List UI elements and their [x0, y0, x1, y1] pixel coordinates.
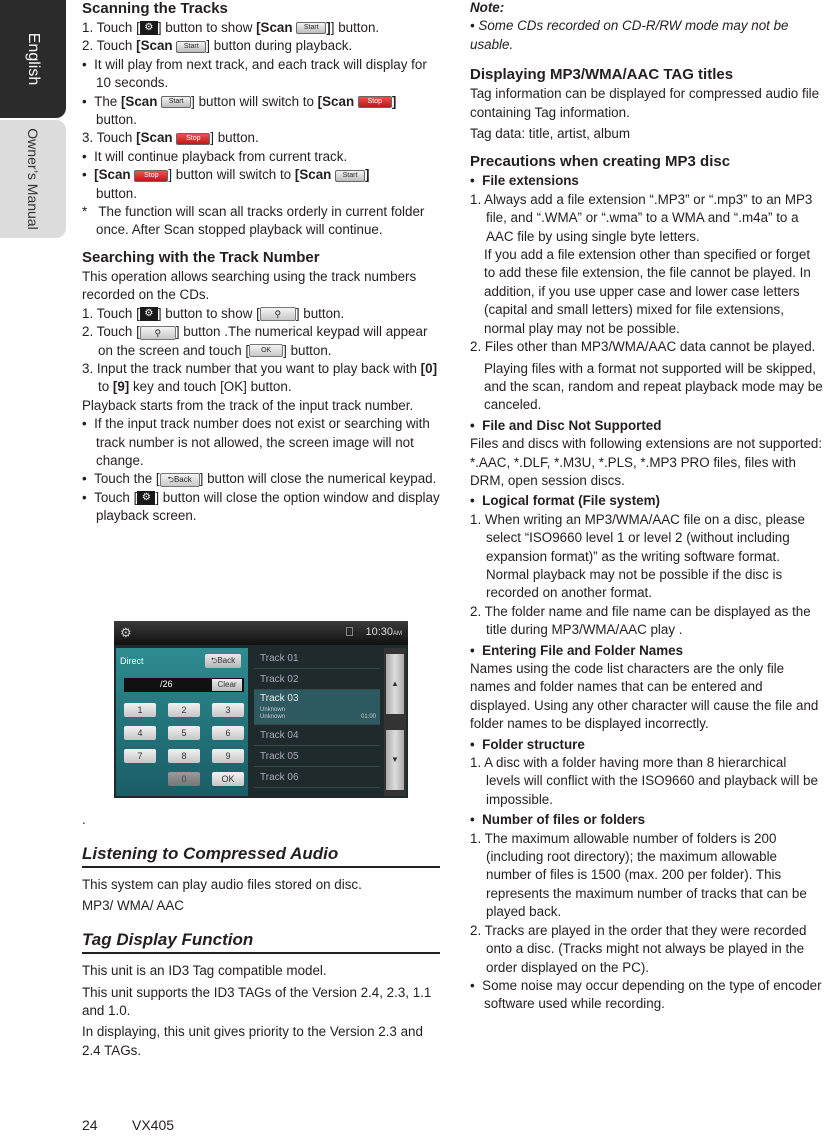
- key-4[interactable]: 4: [124, 726, 156, 740]
- folder-structure-item-1: 1. A disc with a folder having more than 8 hierarchical levels will conflict with the ISO9660 and playback will be impossible.: [470, 755, 818, 807]
- folder-structure-heading: • Folder structure: [470, 736, 585, 752]
- search-step-2: 2. Touch [ ⚲ ] button .The numerical keypad will appear on the screen and touch [ OK ] button.: [82, 324, 428, 358]
- manual-label: Owner’s Manual: [25, 128, 41, 230]
- search-step-3: 3. Input the track number that you want to play back with [0] to [9] key and touch [OK] button.: [82, 360, 438, 395]
- display-text-2: Tag data: title, artist, album: [470, 126, 631, 142]
- stop-icon: Stop: [358, 96, 392, 108]
- logical-format-heading: • Logical format (File system): [470, 493, 660, 509]
- names-text: Names using the code list characters are the only file names and folder names that can be entered and displayed. Using any other character will cause the file and folder names to be displayed incorrectly.: [470, 661, 819, 732]
- track-number-input[interactable]: /26 Clear: [124, 678, 244, 692]
- language-tab: [0, 0, 66, 118]
- start-icon: Start: [296, 22, 326, 34]
- track-item-selected[interactable]: Track 03 Unknown Unknown 01:00: [254, 690, 380, 725]
- key-5[interactable]: 5: [168, 726, 200, 740]
- track-list: [254, 648, 380, 796]
- model-name: VX405: [132, 1117, 175, 1133]
- key-8[interactable]: 8: [168, 749, 200, 763]
- track-item[interactable]: Track 02: [254, 669, 380, 690]
- scrollbar[interactable]: [384, 648, 406, 796]
- scan-footnote: * The function will scan all tracks orderly in current folder once. After Scan stopped playback will continue.: [82, 204, 425, 238]
- search-bullet-2: • Touch the [ ⮌Back ] button will close the numerical keypad.: [82, 471, 437, 487]
- search-icon: ⚲: [260, 307, 296, 321]
- scan-heading: Scanning the Tracks: [82, 0, 228, 17]
- language-label: English: [25, 32, 42, 86]
- listen-text-2: MP3/ WMA/ AAC: [82, 897, 184, 913]
- gear-icon: ⚙: [120, 625, 132, 640]
- screen-back-button[interactable]: ⮌Back: [205, 654, 241, 668]
- scan-bullet-2: • The [Scan Start ] button will switch to [Scan Stop ] button.: [82, 93, 397, 128]
- start-icon: Start: [161, 96, 191, 108]
- extensions-item-2: 2. Files other than MP3/WMA/AAC data cannot be played.: [470, 339, 816, 355]
- key-0[interactable]: 0: [168, 772, 200, 786]
- file-count-item-2: 2. Tracks are played in the order that they were recorded onto a disc. (Tracks might not always be played in the order displayed on the PC).: [470, 922, 807, 975]
- screen-clock: 10:30AM: [365, 626, 402, 638]
- key-3[interactable]: 3: [212, 703, 244, 717]
- scan-bullet-1: • It will play from next track, and each track will display for 10 seconds.: [82, 56, 427, 91]
- scan-bullet-4: • [Scan Stop ] button will switch to [Scan Start ] button.: [82, 167, 370, 201]
- tag-heading: Tag Display Function: [82, 929, 440, 954]
- gear-icon: ⚙: [137, 491, 155, 505]
- scan-step-1: 1. Touch [ ⚙ ] button to show [Scan Start ]] button.: [82, 20, 380, 35]
- manual-tab: [0, 120, 66, 238]
- listen-heading: Listening to Compressed Audio: [82, 843, 440, 868]
- logical-format-item-2: 2. The folder name and file name can be displayed as the title during MP3/WMA/AAC play .: [470, 603, 811, 638]
- display-heading: Displaying MP3/WMA/AAC TAG titles: [470, 66, 734, 84]
- left-column-lower: [82, 811, 440, 1060]
- search-bullet-3: • Touch [ ⚙ ] button will close the option window and display playback screen.: [82, 489, 440, 524]
- key-1[interactable]: 1: [124, 703, 156, 717]
- not-supported-heading: • File and Disc Not Supported: [470, 417, 662, 433]
- not-supported-text: Files and discs with following extensions are not supported: *.AAC, *.DLF, *.M3U, *.PLS, *.MP3 PRO files, files with DRM, open session discs.: [470, 436, 823, 488]
- names-heading: • Entering File and Folder Names: [470, 642, 684, 658]
- clear-button[interactable]: Clear: [212, 679, 242, 691]
- file-count-item-1: 1. The maximum allowable number of folders is 200 (including root directory); the maximum allowable number of files is 1500 (max. 200 per folder). This represents the maximum number of tracks that can be played back.: [470, 830, 807, 920]
- track-item[interactable]: Track 06: [254, 767, 380, 788]
- track-item[interactable]: Track 01: [254, 648, 380, 669]
- listen-text-1: This system can play audio files stored on disc.: [82, 877, 362, 893]
- track-item[interactable]: Track 05: [254, 746, 380, 767]
- tag-text-2: This unit supports the ID3 TAGs of the Version 2.4, 2.3, 1.1 and 1.0.: [82, 984, 432, 1019]
- lock-icon: [346, 627, 353, 636]
- ok-icon: OK: [249, 344, 283, 357]
- precautions-heading: Precautions when creating MP3 disc: [470, 153, 731, 171]
- left-column: [82, 0, 440, 526]
- display-text-1: Tag information can be displayed for compressed audio file containing Tag information.: [470, 86, 820, 120]
- note-text: • Some CDs recorded on CD-R/RW mode may not be usable.: [470, 18, 789, 52]
- note-heading: Note:: [470, 0, 505, 15]
- scan-bullet-3: • It will continue playback from current track.: [82, 148, 348, 164]
- screen-status-bar: [114, 621, 408, 645]
- start-icon: Start: [176, 41, 206, 53]
- scroll-up-button[interactable]: ▲: [386, 654, 404, 714]
- scan-step-3: 3. Touch [Scan Stop ] button.: [82, 130, 259, 146]
- back-icon: ⮌Back: [160, 473, 200, 487]
- key-9[interactable]: 9: [212, 749, 244, 763]
- key-2[interactable]: 2: [168, 703, 200, 717]
- search-step-1: 1. Touch [ ⚙ ] button to show [ ⚲ ] button.: [82, 305, 345, 321]
- gear-icon: ⚙: [140, 21, 158, 35]
- extensions-heading: • File extensions: [470, 173, 579, 189]
- track-item[interactable]: Track 04: [254, 725, 380, 746]
- stop-icon: Stop: [134, 170, 168, 182]
- key-ok[interactable]: OK: [212, 772, 244, 786]
- page-number: 24: [82, 1117, 98, 1133]
- search-icon: ⚲: [140, 326, 176, 340]
- numeric-keypad: [116, 648, 248, 796]
- gear-icon: ⚙: [140, 307, 158, 321]
- search-result: Playback starts from the track of the input track number.: [82, 397, 414, 413]
- scroll-down-button[interactable]: ▼: [386, 730, 404, 790]
- right-column: [470, 0, 824, 1014]
- tag-text-1: This unit is an ID3 Tag compatible model.: [82, 963, 327, 979]
- noise-bullet: • Some noise may occur depending on the type of encoder software used while recording.: [470, 977, 822, 1012]
- file-count-heading: • Number of files or folders: [470, 812, 646, 828]
- scan-step-2: 2. Touch [Scan Start ] button during playback.: [82, 38, 353, 54]
- search-heading: Searching with the Track Number: [82, 248, 320, 266]
- key-6[interactable]: 6: [212, 726, 244, 740]
- extensions-item-1: 1. Always add a file extension “.MP3” or “.mp3” to an MP3 file, and “.WMA” or “.wma” to a WMA and “.m4a” to a AAC file by using single byte letters.: [470, 191, 813, 244]
- key-7[interactable]: 7: [124, 749, 156, 763]
- logical-format-item-1: 1. When writing an MP3/WMA/AAC file on a disc, please select “ISO9660 level 1 or level 2 (without including expansion format)” as the writing software format. Normal playback may not be possible if the disc is recorded on another format.: [470, 511, 805, 601]
- search-bullet-1: • If the input track number does not exist or searching with track number is not allowed, the screen image will not change.: [82, 416, 430, 468]
- start-icon: Start: [335, 170, 365, 182]
- extensions-item-2b: Playing files with a format not supported will be skipped, and the scan, random and repeat playback mode may be canceled.: [484, 360, 823, 413]
- dot-text: .: [82, 812, 86, 827]
- extensions-item-1b: If you add a file extension other than specified or forget to add these file extension, the file cannot be played. In addition, if you use upper case and lower case letters (capital and small letters) mixed for file extensions, normal play may not be possible.: [484, 247, 811, 336]
- search-intro: This operation allows searching using the track numbers recorded on the CDs.: [82, 268, 417, 303]
- keypad-screenshot: [114, 621, 408, 798]
- direct-label: Direct: [120, 656, 144, 666]
- stop-icon: Stop: [176, 133, 210, 145]
- tag-text-3: In displaying, this unit gives priority to the Version 2.3 and 2.4 TAGs.: [82, 1024, 423, 1058]
